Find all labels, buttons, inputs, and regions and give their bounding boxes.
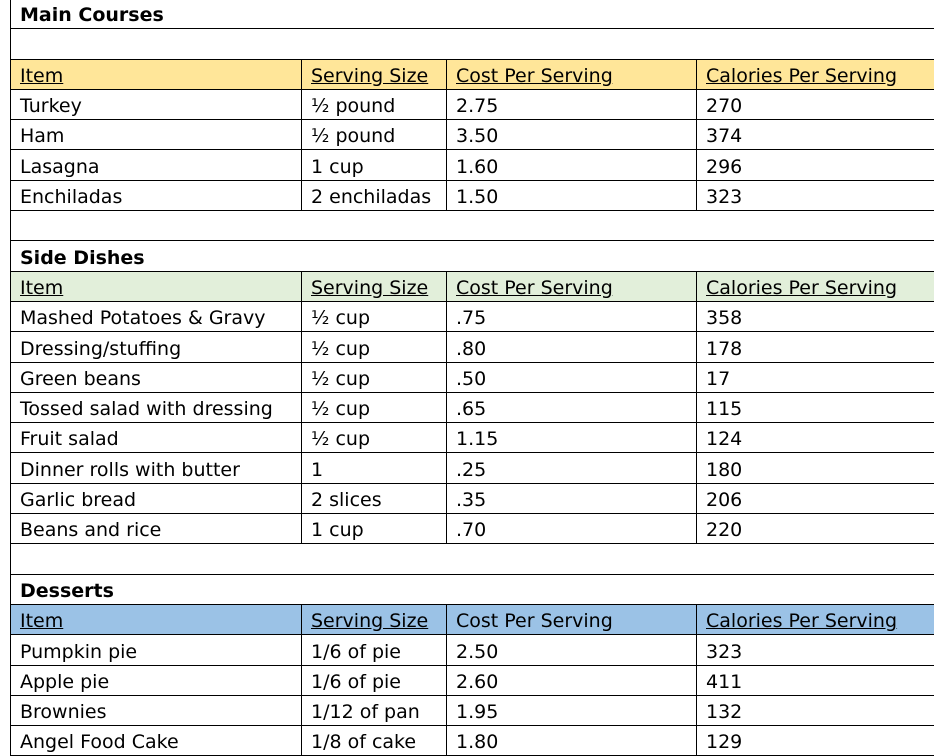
table-cell: Dressing/stuffing bbox=[11, 332, 302, 362]
table-cell: .25 bbox=[447, 453, 697, 483]
spacer-cell bbox=[11, 211, 934, 241]
table-cell: 2 enchiladas bbox=[302, 180, 447, 210]
table-cell: .70 bbox=[447, 514, 697, 544]
table-cell: 3.50 bbox=[447, 120, 697, 150]
table-cell: Lasagna bbox=[11, 150, 302, 180]
table-cell: 206 bbox=[697, 483, 934, 513]
column-header: Serving Size bbox=[302, 604, 447, 634]
column-header: Cost Per Serving bbox=[447, 271, 697, 301]
table-row bbox=[11, 362, 934, 392]
table-cell: 220 bbox=[697, 514, 934, 544]
table-cell: .35 bbox=[447, 483, 697, 513]
table-cell: .75 bbox=[447, 301, 697, 331]
table-cell: 1.15 bbox=[447, 423, 697, 453]
table-cell: Turkey bbox=[11, 89, 302, 119]
table-cell: 180 bbox=[697, 453, 934, 483]
section-title: Desserts bbox=[11, 574, 934, 604]
header-row bbox=[11, 59, 934, 89]
table-cell: 358 bbox=[697, 301, 934, 331]
table-cell: 115 bbox=[697, 392, 934, 422]
column-header: Serving Size bbox=[302, 271, 447, 301]
table-cell: Garlic bread bbox=[11, 483, 302, 513]
column-header: Cost Per Serving bbox=[447, 59, 697, 89]
table-cell: Dinner rolls with butter bbox=[11, 453, 302, 483]
column-header: Item bbox=[11, 59, 302, 89]
table-cell: 2.60 bbox=[447, 665, 697, 695]
table-cell: Mashed Potatoes & Gravy bbox=[11, 301, 302, 331]
table-cell: 296 bbox=[697, 150, 934, 180]
table-cell: 124 bbox=[697, 423, 934, 453]
table-cell: ½ pound bbox=[302, 120, 447, 150]
table-cell: 323 bbox=[697, 635, 934, 665]
column-header: Serving Size bbox=[302, 59, 447, 89]
column-header: Item bbox=[11, 271, 302, 301]
table-cell: 1 cup bbox=[302, 150, 447, 180]
column-header: Calories Per Serving bbox=[697, 59, 934, 89]
table-cell: .50 bbox=[447, 362, 697, 392]
table-cell: 1 bbox=[302, 453, 447, 483]
table-cell: 374 bbox=[697, 120, 934, 150]
table-cell: 132 bbox=[697, 695, 934, 725]
table-cell: Ham bbox=[11, 120, 302, 150]
table-cell: 2 slices bbox=[302, 483, 447, 513]
table-cell: 2.50 bbox=[447, 635, 697, 665]
table-cell: 1/8 of cake bbox=[302, 726, 447, 756]
table-row bbox=[11, 180, 934, 210]
table-cell: Brownies bbox=[11, 695, 302, 725]
header-row bbox=[11, 604, 934, 634]
table-cell: Angel Food Cake bbox=[11, 726, 302, 756]
table-cell: .80 bbox=[447, 332, 697, 362]
table-cell: Green beans bbox=[11, 362, 302, 392]
table-cell: Fruit salad bbox=[11, 423, 302, 453]
table-row bbox=[11, 453, 934, 483]
table-cell: ½ cup bbox=[302, 423, 447, 453]
table-cell: 323 bbox=[697, 180, 934, 210]
table-cell: Tossed salad with dressing bbox=[11, 392, 302, 422]
table-cell: 1.95 bbox=[447, 695, 697, 725]
table-row bbox=[11, 423, 934, 453]
section-title-row bbox=[11, 574, 934, 604]
table-cell: 1/6 of pie bbox=[302, 665, 447, 695]
table-cell: .65 bbox=[447, 392, 697, 422]
table-cell: 17 bbox=[697, 362, 934, 392]
table-cell: ½ cup bbox=[302, 301, 447, 331]
column-header: Calories Per Serving bbox=[697, 604, 934, 634]
table-row bbox=[11, 726, 934, 756]
section-title: Side Dishes bbox=[11, 241, 934, 271]
table-row bbox=[11, 665, 934, 695]
table-row bbox=[11, 301, 934, 331]
table-cell: 1/6 of pie bbox=[302, 635, 447, 665]
column-header: Item bbox=[11, 604, 302, 634]
column-header: Cost Per Serving bbox=[447, 604, 697, 634]
table-cell: 411 bbox=[697, 665, 934, 695]
table-row bbox=[11, 514, 934, 544]
table-cell: Pumpkin pie bbox=[11, 635, 302, 665]
table-cell: Apple pie bbox=[11, 665, 302, 695]
spacer-row bbox=[11, 29, 934, 59]
table-cell: ½ cup bbox=[302, 392, 447, 422]
table-cell: ½ cup bbox=[302, 332, 447, 362]
table-row bbox=[11, 89, 934, 119]
menu-cost-sheet bbox=[10, 0, 934, 756]
table-cell: 178 bbox=[697, 332, 934, 362]
table-row bbox=[11, 332, 934, 362]
table-cell: 1.80 bbox=[447, 726, 697, 756]
table-cell: ½ cup bbox=[302, 362, 447, 392]
table-cell: 129 bbox=[697, 726, 934, 756]
table-row bbox=[11, 635, 934, 665]
spacer-row bbox=[11, 544, 934, 574]
table-row bbox=[11, 120, 934, 150]
table-row bbox=[11, 483, 934, 513]
table-cell: 1/12 of pan bbox=[302, 695, 447, 725]
table-cell: 2.75 bbox=[447, 89, 697, 119]
menu-table bbox=[10, 0, 934, 756]
table-cell: 1.60 bbox=[447, 150, 697, 180]
table-cell: 270 bbox=[697, 89, 934, 119]
section-title: Main Courses bbox=[11, 0, 934, 29]
table-row bbox=[11, 392, 934, 422]
header-row bbox=[11, 271, 934, 301]
section-title-row bbox=[11, 241, 934, 271]
spacer-cell bbox=[11, 29, 934, 59]
column-header: Calories Per Serving bbox=[697, 271, 934, 301]
table-cell: 1.50 bbox=[447, 180, 697, 210]
table-cell: Beans and rice bbox=[11, 514, 302, 544]
table-cell: ½ pound bbox=[302, 89, 447, 119]
spacer-row bbox=[11, 211, 934, 241]
table-cell: Enchiladas bbox=[11, 180, 302, 210]
table-row bbox=[11, 150, 934, 180]
table-cell: 1 cup bbox=[302, 514, 447, 544]
spacer-cell bbox=[11, 544, 934, 574]
table-row bbox=[11, 695, 934, 725]
section-title-row bbox=[11, 0, 934, 29]
